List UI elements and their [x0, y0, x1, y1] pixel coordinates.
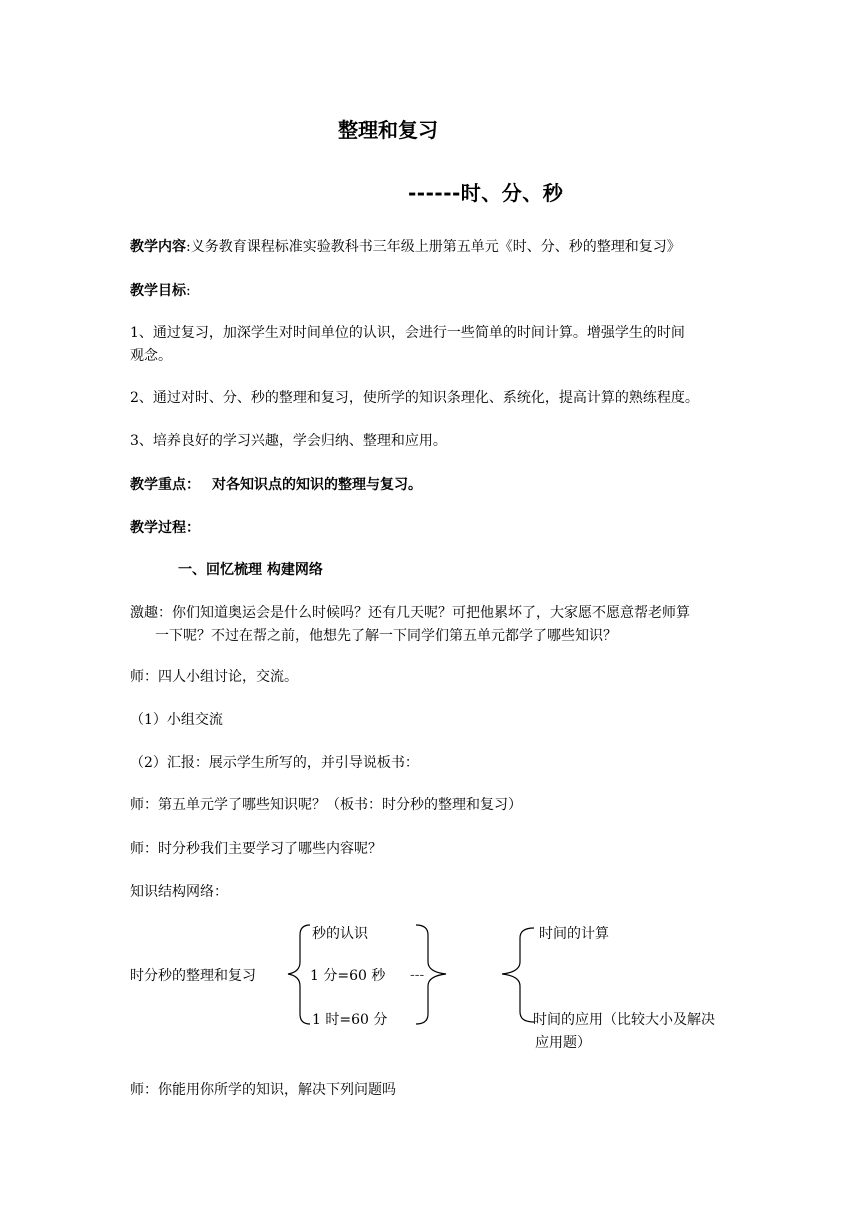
intro-line-2: 一下呢？不过在帮之前，他想先了解一下同学们第五单元都学了哪些知识？ — [155, 628, 617, 644]
paragraph-question-2: 师：时分秒我们主要学习了哪些内容呢？ — [130, 841, 382, 857]
page-subtitle: ------时、分、秒 — [408, 181, 564, 205]
focus-text: 对各知识点的知识的整理与复习。 — [212, 477, 422, 493]
paragraph-final: 师：你能用你所学的知识，解决下列问题吗 — [130, 1082, 396, 1098]
process-heading: 教学过程： — [130, 520, 200, 536]
right-brace — [502, 928, 534, 1022]
goal-2: 2、通过对时、分、秒的整理和复习，使所学的知识条理化、系统化，提高计算的熟练程度。 — [130, 390, 699, 406]
goals-label: 教学目标 — [130, 283, 186, 299]
content-text: :义务教育课程标准实验教科书三年级上册第五单元《时、分、秒的整理和复习》 — [186, 239, 681, 255]
focus-line — [130, 476, 422, 494]
page-title: 整理和复习 — [338, 118, 438, 142]
goals-heading — [130, 282, 191, 300]
content-label: 教学内容 — [130, 239, 186, 255]
diagram-right-1: 时间的计算 — [539, 926, 609, 942]
diagram-right-2-line-1: 时间的应用（比较大小及解决 — [533, 1012, 715, 1028]
diagram-item-1: 秒的认识 — [312, 926, 368, 942]
paragraph-question-1: 师：第五单元学了哪些知识呢？（板书：时分秒的整理和复习） — [130, 797, 522, 813]
left-brace — [288, 925, 310, 1024]
section-heading-1: 一、回忆梳理 构建网络 — [178, 562, 323, 578]
paragraph-discuss: 师：四人小组讨论，交流。 — [130, 669, 298, 685]
diagram-right-2-line-2: 应用题） — [535, 1035, 591, 1051]
goal-1-line-2: 观念。 — [130, 348, 172, 364]
diagram-root: 时分秒的整理和复习 — [130, 968, 256, 984]
diagram-connector: --- — [410, 967, 425, 983]
paragraph-report: （2）汇报：展示学生所写的，并引导说板书： — [130, 755, 419, 771]
content-line — [130, 238, 681, 256]
goal-3: 3、培养良好的学习兴趣，学会归纳、整理和应用。 — [130, 433, 447, 449]
diagram-item-2: 1 分=60 秒 — [310, 968, 386, 984]
intro-line-1: 激趣：你们知道奥运会是什么时候吗？还有几天呢？可把他累坏了，大家愿不愿意帮老师算 — [130, 605, 690, 621]
goals-colon: : — [186, 283, 191, 299]
goal-1-line-1: 1、通过复习，加深学生对时间单位的认识，会进行一些简单的时间计算。增强学生的时间 — [130, 325, 685, 341]
diagram-item-3: 1 时=60 分 — [312, 1012, 388, 1028]
paragraph-network: 知识结构网络： — [130, 884, 228, 900]
focus-label: 教学重点： — [130, 477, 200, 493]
paragraph-group: （1）小组交流 — [130, 712, 223, 728]
